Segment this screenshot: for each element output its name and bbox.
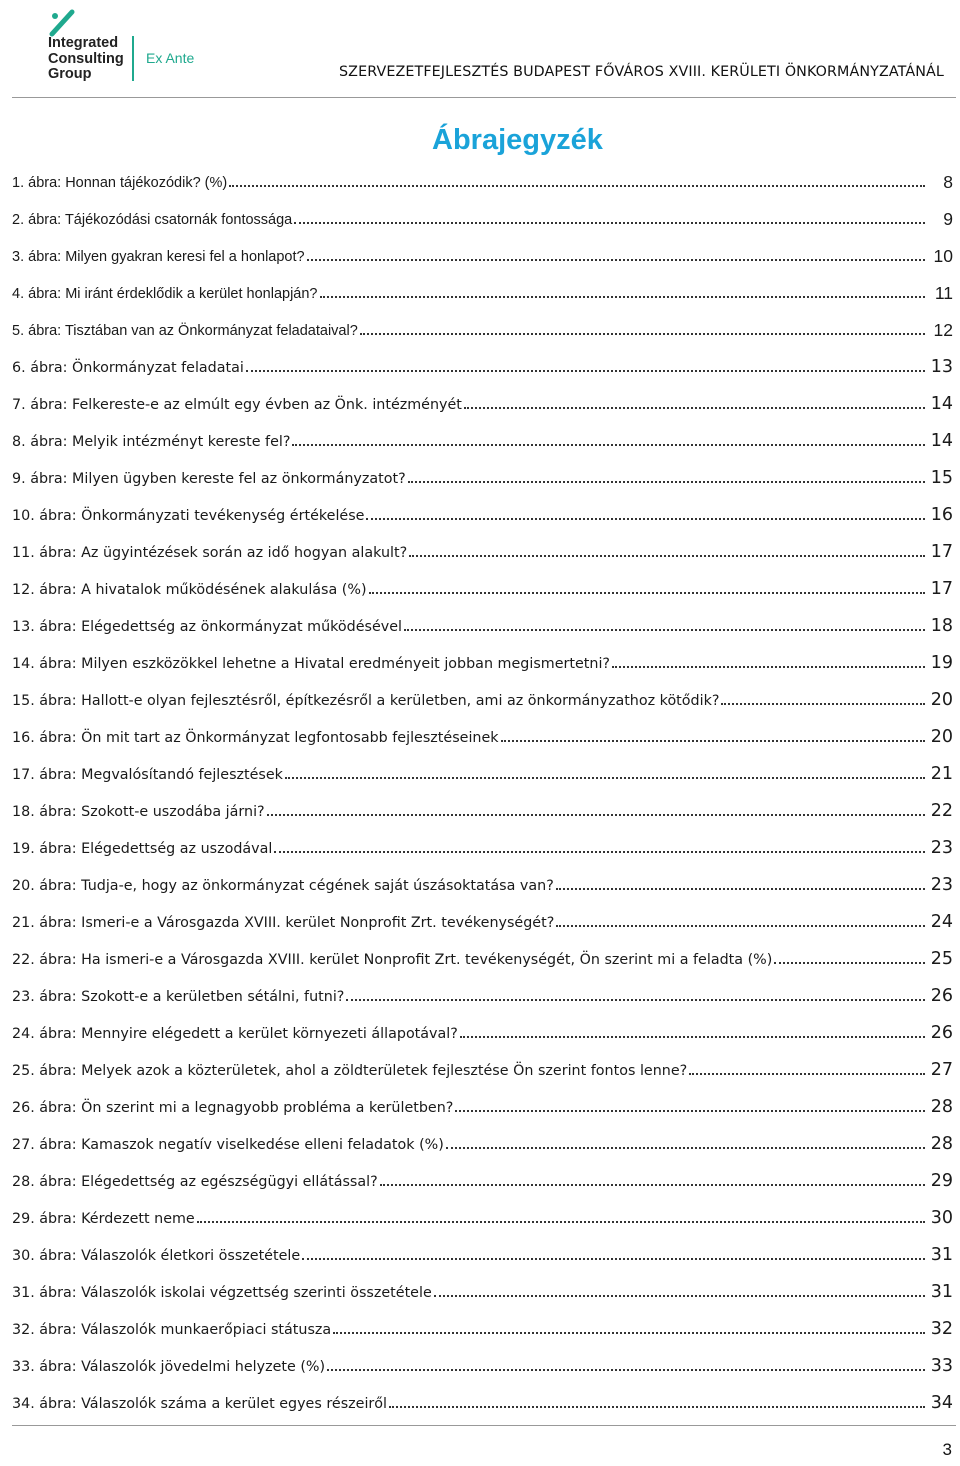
- toc-entry-label: ábra: Melyik intézményt kereste fel?: [30, 434, 291, 450]
- toc-entry-label: ábra: Mennyire elégedett a kerület környezeti állapotával?: [39, 1026, 458, 1042]
- toc-entry-number: 32.: [12, 1322, 35, 1338]
- toc-entry-number: 17.: [12, 767, 35, 783]
- toc-entry-page: 11: [934, 283, 953, 303]
- toc-dot-leader: [369, 592, 925, 594]
- toc-entry[interactable]: [12, 709, 953, 746]
- toc-entry-label: ábra: Milyen ügyben kereste fel az önkormányzatot?: [30, 471, 406, 487]
- toc-entry[interactable]: [12, 265, 953, 302]
- toc-dot-leader: [274, 851, 924, 853]
- toc-entry-label: ábra: Milyen gyakran keresi fel a honlapot?: [28, 249, 305, 265]
- toc-entry-page: 24: [930, 912, 953, 932]
- toc-entry-page: 31: [930, 1245, 953, 1265]
- toc-entry-number: 10.: [12, 508, 35, 524]
- toc-dot-leader: [556, 925, 924, 927]
- toc-entry-page: 32: [930, 1319, 953, 1339]
- toc-entry[interactable]: [12, 487, 953, 524]
- toc-entry[interactable]: [12, 857, 953, 894]
- toc-entry[interactable]: [12, 746, 953, 783]
- toc-dot-leader: [455, 1110, 924, 1112]
- toc-entry-page: 28: [930, 1097, 953, 1117]
- toc-entry-label: ábra: Válaszolók munkaerőpiaci státusza: [39, 1322, 332, 1338]
- toc-entry[interactable]: [12, 1338, 953, 1375]
- toc-entry-page: 14: [930, 394, 953, 414]
- toc-dot-leader: [292, 444, 924, 446]
- toc-entry[interactable]: [12, 894, 953, 931]
- toc-entry[interactable]: [12, 376, 953, 413]
- footer-divider: [12, 1425, 956, 1426]
- toc-entry-number: 19.: [12, 841, 35, 857]
- toc-entry-label: ábra: Önkormányzati tevékenység értékelése: [39, 508, 365, 524]
- toc-dot-leader: [267, 814, 925, 816]
- toc-entry-page: 9: [943, 209, 953, 229]
- toc-dot-leader: [246, 370, 925, 372]
- toc-entry-page: 15: [930, 468, 953, 488]
- toc-entry-number: 25.: [12, 1063, 35, 1079]
- toc-entry-page: 26: [930, 1023, 953, 1043]
- toc-entry-number: 11.: [12, 545, 35, 561]
- toc-entry[interactable]: [12, 1079, 953, 1116]
- toc-entry-page: 14: [930, 431, 953, 451]
- toc-dot-leader: [333, 1332, 925, 1334]
- toc-entry-label: ábra: A hivatalok működésének alakulása (%): [39, 582, 367, 598]
- toc-entry-page: 20: [930, 690, 953, 710]
- toc-dot-leader: [774, 962, 924, 964]
- toc-entry-page: 19: [930, 653, 953, 673]
- toc-dot-leader: [327, 1369, 925, 1371]
- toc-entry-number: 34.: [12, 1396, 35, 1412]
- toc-entry[interactable]: [12, 1227, 953, 1264]
- toc-entry-number: 14.: [12, 656, 35, 672]
- toc-entry-label: ábra: Szokott-e a kerületben sétálni, futni?: [39, 989, 345, 1005]
- toc-entry-page: 31: [930, 1282, 953, 1302]
- page-title: Ábrajegyzék: [432, 124, 603, 156]
- toc-entry-page: 23: [930, 838, 953, 858]
- toc-entry-page: 29: [930, 1171, 953, 1191]
- toc-entry-page: 28: [930, 1134, 953, 1154]
- toc-dot-leader: [689, 1073, 924, 1075]
- toc-entry-number: 31.: [12, 1285, 35, 1301]
- toc-dot-leader: [408, 481, 925, 483]
- toc-entry[interactable]: [12, 1116, 953, 1153]
- toc-dot-leader: [380, 1184, 925, 1186]
- toc-entry-number: 21.: [12, 915, 35, 931]
- toc-entry-label: ábra: Megvalósítandó fejlesztések: [39, 767, 283, 783]
- toc-entry[interactable]: [12, 413, 953, 450]
- toc-dot-leader: [464, 407, 925, 409]
- toc-dot-leader: [366, 518, 924, 520]
- toc-entry-number: 12.: [12, 582, 35, 598]
- toc-entry[interactable]: [12, 1190, 953, 1227]
- toc-entry-label: ábra: Kamaszok negatív viselkedése elleni feladatok (%): [39, 1137, 444, 1153]
- toc-entry-label: ábra: Szokott-e uszodába járni?: [39, 804, 265, 820]
- toc-entry-label: ábra: Önkormányzat feladatai: [30, 360, 244, 376]
- toc-entry-number: 1.: [12, 175, 25, 191]
- toc-entry[interactable]: [12, 450, 953, 487]
- partner-logo-text: Ex Ante: [146, 50, 195, 66]
- toc-dot-leader: [294, 222, 925, 224]
- toc-entry-label: ábra: Ismeri-e a Városgazda XVIII. kerület Nonprofit Zrt. tevékenységét?: [39, 915, 555, 931]
- toc-entry-label: ábra: Válaszolók jövedelmi helyzete (%): [39, 1359, 326, 1375]
- toc-entry-label: ábra: Ön mit tart az Önkormányzat legfontosabb fejlesztéseinek: [39, 730, 499, 746]
- toc-entry[interactable]: [12, 968, 953, 1005]
- toc-dot-leader: [446, 1147, 925, 1149]
- toc-entry-label: ábra: Válaszolók iskolai végzettség szerinti összetétele: [39, 1285, 432, 1301]
- toc-entry-number: 3.: [12, 249, 25, 265]
- toc-entry-label: ábra: Az ügyintézések során az idő hogyan alakult?: [39, 545, 408, 561]
- toc-dot-leader: [307, 259, 925, 261]
- toc-entry-page: 18: [930, 616, 953, 636]
- toc-entry-page: 8: [943, 172, 953, 192]
- toc-entry-page: 26: [930, 986, 953, 1006]
- toc-entry-number: 13.: [12, 619, 35, 635]
- toc-entry-number: 8.: [12, 434, 26, 450]
- toc-entry-label: ábra: Melyek azok a közterületek, ahol a zöldterületek fejlesztése Ön szerint fontos lenne?: [39, 1063, 688, 1079]
- toc-entry-label: ábra: Tájékozódási csatornák fontossága: [28, 212, 293, 228]
- toc-entry-number: 9.: [12, 471, 26, 487]
- toc-entry-number: 28.: [12, 1174, 35, 1190]
- toc-dot-leader: [409, 555, 924, 557]
- toc-entry-page: 22: [930, 801, 953, 821]
- toc-entry-number: 16.: [12, 730, 35, 746]
- toc-entry-number: 29.: [12, 1211, 35, 1227]
- toc-entry[interactable]: [12, 1042, 953, 1079]
- toc-entry-number: 7.: [12, 397, 26, 413]
- toc-entry[interactable]: [12, 228, 953, 265]
- toc-dot-leader: [197, 1221, 925, 1223]
- toc-entry-label: ábra: Válaszolók száma a kerület egyes részeiről: [39, 1396, 388, 1412]
- toc-entry-page: 13: [930, 357, 953, 377]
- toc-entry[interactable]: [12, 302, 953, 339]
- logo-line-1: Integrated: [48, 35, 119, 51]
- toc-entry-page: 21: [930, 764, 953, 784]
- toc-entry[interactable]: [12, 561, 953, 598]
- toc-entry-label: ábra: Milyen eszközökkel lehetne a Hivatal eredményeit jobban megismertetni?: [39, 656, 610, 672]
- toc-entry-page: 16: [930, 505, 953, 525]
- toc-entry-page: 17: [930, 542, 953, 562]
- toc-entry-number: 2.: [12, 212, 25, 228]
- toc-entry-number: 33.: [12, 1359, 35, 1375]
- running-header-title: SZERVEZETFEJLESZTÉS BUDAPEST FŐVÁROS XVIII. KERÜLETI ÖNKORMÁNYZATÁNÁL: [339, 64, 944, 80]
- toc-entry-number: 27.: [12, 1137, 35, 1153]
- toc-entry-label: ábra: Hallott-e olyan fejlesztésről, építkezésről a kerületben, ami az önkormányzathoz kötődik?: [39, 693, 720, 709]
- toc-entry-number: 30.: [12, 1248, 35, 1264]
- toc-entry-label: ábra: Honnan tájékozódik? (%): [28, 175, 228, 191]
- logo-line-3: Group: [48, 66, 92, 82]
- toc-entry-page: 23: [930, 875, 953, 895]
- logo-line-2: Consulting: [48, 50, 124, 67]
- toc-dot-leader: [612, 666, 925, 668]
- toc-entry[interactable]: [12, 339, 953, 376]
- toc-entry-label: ábra: Mi iránt érdeklődik a kerület honlapján?: [28, 286, 318, 302]
- toc-entry[interactable]: [12, 783, 953, 820]
- page-number: 3: [942, 1440, 952, 1459]
- logo-divider: [132, 36, 134, 81]
- toc-entry-label: ábra: Ha ismeri-e a Városgazda XVIII. kerület Nonprofit Zrt. tevékenységét, Ön szerint mi a feladta (%): [39, 952, 773, 968]
- toc-entry-number: 6.: [12, 360, 26, 376]
- toc-entry-page: 17: [930, 579, 953, 599]
- table-of-figures: [12, 154, 953, 1412]
- toc-entry-label: ábra: Elégedettség az uszodával: [39, 841, 273, 857]
- toc-entry[interactable]: [12, 154, 953, 191]
- toc-entry-label: ábra: Elégedettség az egészségügyi ellátással?: [39, 1174, 378, 1190]
- toc-entry[interactable]: [12, 598, 953, 635]
- toc-entry-page: 27: [930, 1060, 953, 1080]
- toc-entry-number: 4.: [12, 286, 25, 302]
- toc-entry-number: 24.: [12, 1026, 35, 1042]
- header-divider: [12, 97, 956, 98]
- toc-entry-number: 15.: [12, 693, 35, 709]
- toc-entry-page: 10: [933, 246, 953, 266]
- toc-entry-label: ábra: Elégedettség az önkormányzat működésével: [39, 619, 402, 635]
- toc-entry-label: ábra: Tudja-e, hogy az önkormányzat cégének saját úszásoktatása van?: [39, 878, 554, 894]
- toc-entry-page: 25: [930, 949, 953, 969]
- toc-entry-number: 5.: [12, 323, 25, 339]
- toc-dot-leader: [389, 1406, 925, 1408]
- toc-entry-number: 20.: [12, 878, 35, 894]
- toc-dot-leader: [346, 999, 924, 1001]
- toc-dot-leader: [360, 333, 925, 335]
- toc-entry[interactable]: [12, 1153, 953, 1190]
- toc-entry-page: 34: [930, 1393, 953, 1413]
- toc-entry-page: 12: [933, 320, 953, 340]
- toc-dot-leader: [460, 1036, 925, 1038]
- toc-entry[interactable]: [12, 1375, 953, 1412]
- toc-entry-page: 33: [930, 1356, 953, 1376]
- toc-dot-leader: [302, 1258, 925, 1260]
- toc-entry[interactable]: [12, 1005, 953, 1042]
- toc-entry[interactable]: [12, 820, 953, 857]
- toc-entry[interactable]: [12, 1264, 953, 1301]
- toc-entry[interactable]: [12, 191, 953, 228]
- toc-entry[interactable]: [12, 672, 953, 709]
- toc-dot-leader: [556, 888, 925, 890]
- toc-dot-leader: [404, 629, 925, 631]
- company-logo: [44, 6, 264, 86]
- toc-entry-number: 18.: [12, 804, 35, 820]
- toc-dot-leader: [320, 296, 926, 298]
- toc-entry[interactable]: [12, 931, 953, 968]
- toc-entry-label: ábra: Felkereste-e az elmúlt egy évben az Önk. intézményét: [30, 397, 462, 413]
- toc-entry-number: 23.: [12, 989, 35, 1005]
- toc-entry-page: 20: [930, 727, 953, 747]
- toc-entry-page: 30: [930, 1208, 953, 1228]
- toc-entry-label: ábra: Kérdezett neme: [39, 1211, 195, 1227]
- toc-dot-leader: [285, 777, 925, 779]
- toc-dot-leader: [229, 185, 925, 187]
- toc-entry-label: ábra: Válaszolók életkori összetétele: [39, 1248, 301, 1264]
- toc-entry-number: 26.: [12, 1100, 35, 1116]
- toc-entry-label: ábra: Tisztában van az Önkormányzat feladataival?: [28, 323, 358, 339]
- toc-entry[interactable]: [12, 635, 953, 672]
- toc-entry[interactable]: [12, 524, 953, 561]
- toc-entry-number: 22.: [12, 952, 35, 968]
- logo-wordmark: [48, 36, 124, 83]
- toc-dot-leader: [721, 703, 924, 705]
- toc-dot-leader: [501, 740, 925, 742]
- toc-entry-label: ábra: Ön szerint mi a legnagyobb probléma a kerületben?: [39, 1100, 454, 1116]
- toc-entry[interactable]: [12, 1301, 953, 1338]
- toc-dot-leader: [434, 1295, 925, 1297]
